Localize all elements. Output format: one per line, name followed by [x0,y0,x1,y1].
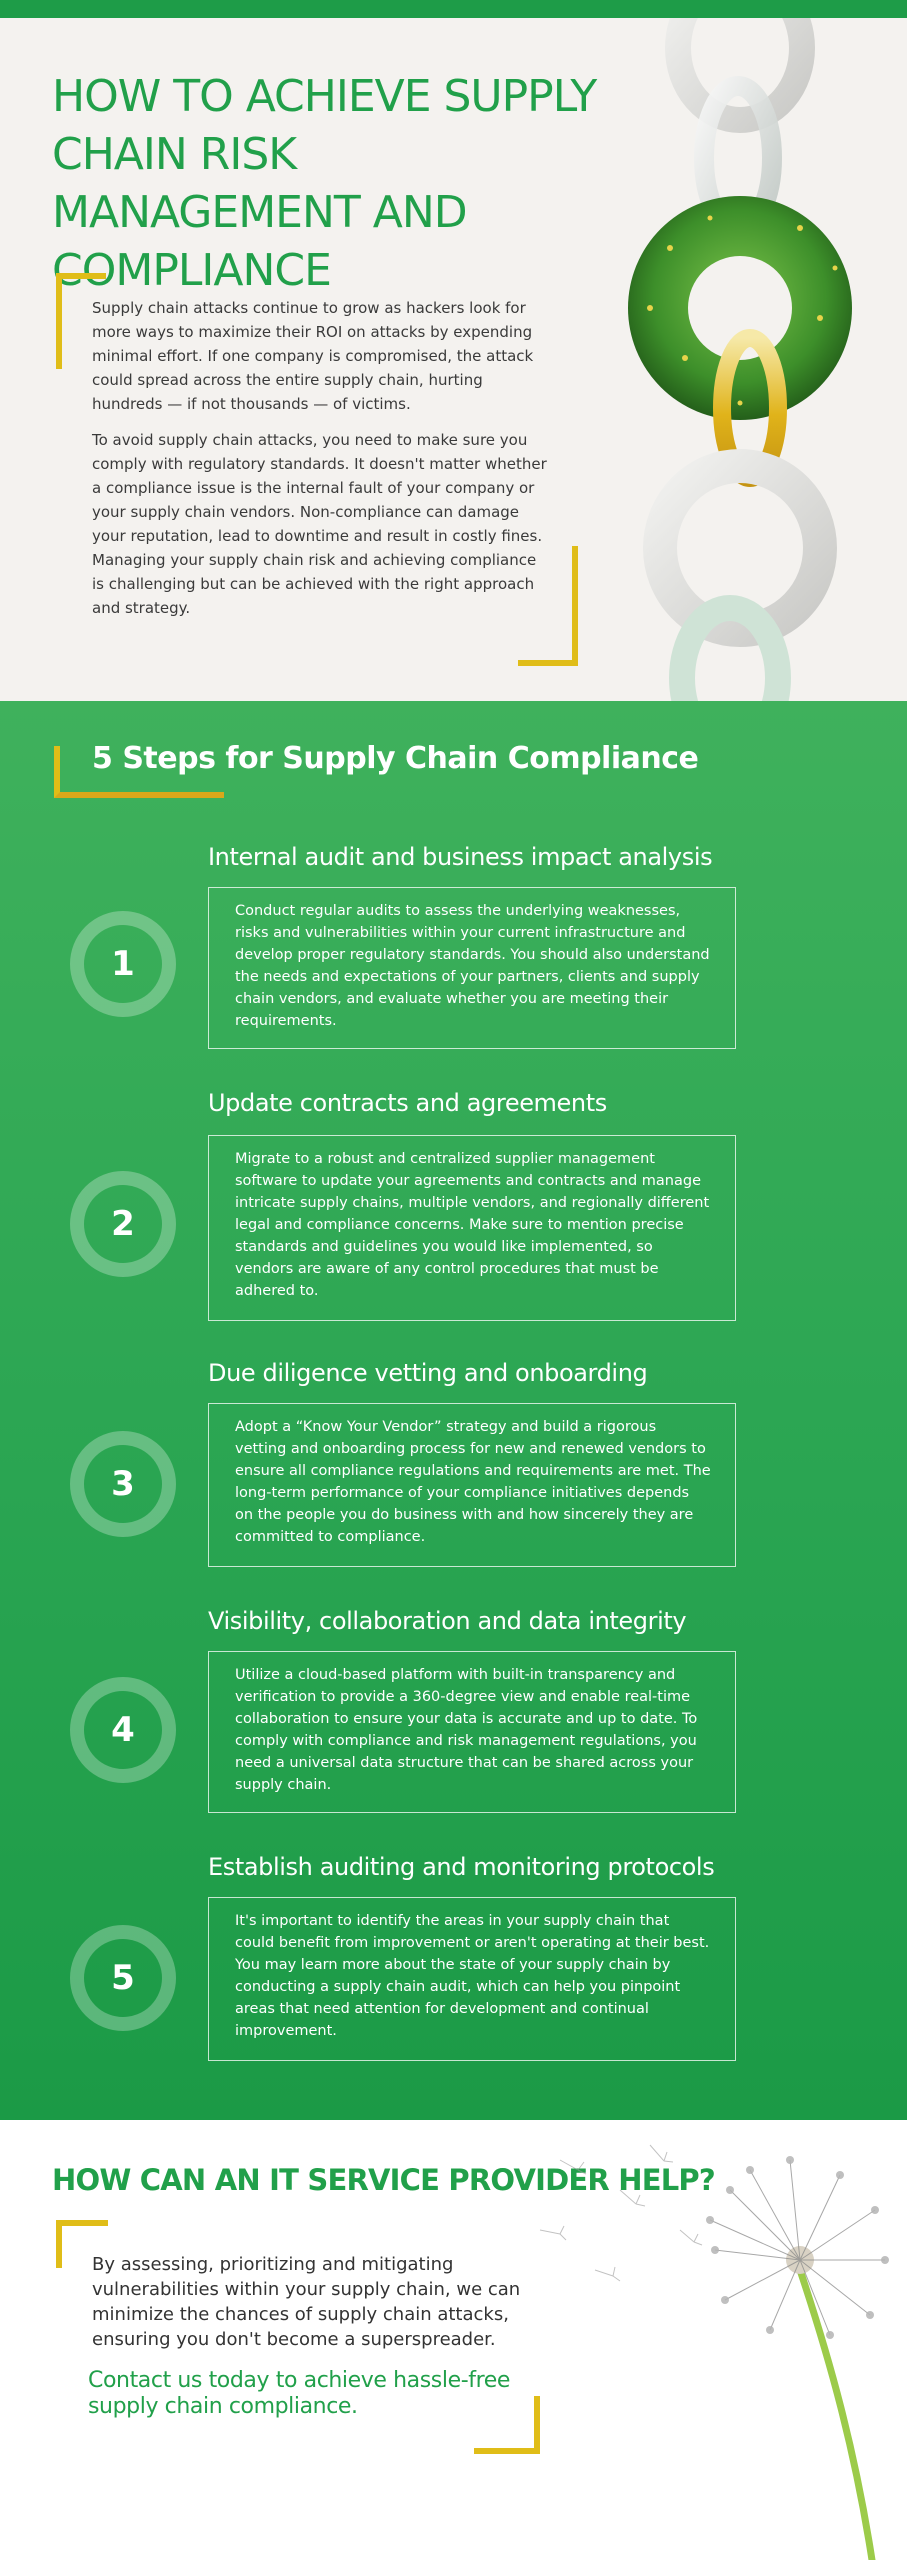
intro-section [0,18,907,701]
step-number-circle [70,1925,176,2031]
chain-links-with-moss-icon [590,18,907,701]
step-description-box [208,1897,736,2061]
step-description-box [208,887,736,1049]
help-body: By assessing, prioritizing and mitigating vulnerabilities within your supply chain, we can minimize the chances of supply chain attacks, ensuring you don't become a superspreader. [92,2254,521,2350]
step-description-box [208,1651,736,1813]
top-accent-bar [0,0,907,18]
step-number: 5 [111,1958,135,1998]
step-description-box [208,1403,736,1567]
step-number: 1 [111,944,135,984]
help-call-to-action: Contact us today to achieve hassle-free supply chain compliance. [88,2368,511,2419]
step-heading: Due diligence vetting and onboarding [208,1359,648,1387]
page-title: HOW TO ACHIEVE SUPPLY CHAIN RISK MANAGEMENT AND COMPLIANCE [52,71,597,296]
step-heading: Establish auditing and monitoring protocols [208,1853,715,1881]
step-description: It's important to identify the areas in your supply chain that could benefit from improvement or aren't operating at their best. You may learn more about the state of your supply chain by conducting a supply chain audit, which can help you pinpoint areas that need attention for development and continual improvement. [235,1913,710,2039]
step-number-circle [70,911,176,1017]
step-number: 3 [111,1464,135,1504]
help-title: HOW CAN AN IT SERVICE PROVIDER HELP? [52,2163,715,2197]
steps-section [0,701,907,2120]
step-description: Migrate to a robust and centralized supplier management software to update your agreements and contracts and manage intricate supply chains, multiple vendors, and regionally different legal and compliance concerns. Make sure to mention precise standards and guidelines you would like implemented, so vendors are aware of any control procedures that must be adhered to. [235,1151,710,1299]
step-heading: Update contracts and agreements [208,1089,607,1117]
step-number-circle [70,1677,176,1783]
intro-paragraph: Supply chain attacks continue to grow as hackers look for more ways to maximize their ROI on attacks by expending minimal effort. If one company is compromised, the attack could spread across the entire supply chain, hurting hundreds — if not thousands — of victims. [92,299,534,413]
step-description: Adopt a “Know Your Vendor” strategy and build a rigorous vetting and onboarding process for new and renewed vendors to ensure all compliance regulations and requirements are met. The long-term performance of your compliance initiatives depends on the people you do business with and how sincerely they are committed to compliance. [235,1419,711,1545]
step-description: Conduct regular audits to assess the underlying weaknesses, risks and vulnerabilities within your current infrastructure and develop proper regulatory standards. You should also understand the needs and expectations of your partners, clients and supply chain vendors, and evaluate whether you are meeting their requirements. [235,903,710,1029]
step-number-circle [70,1171,176,1277]
dandelion-icon [500,2120,907,2560]
intro-body [92,296,552,620]
step-heading: Visibility, collaboration and data integrity [208,1607,687,1635]
step-heading: Internal audit and business impact analysis [208,843,713,871]
step-description-box [208,1135,736,1321]
step-description: Utilize a cloud-based platform with built-in transparency and verification to provide a 360-degree view and enable real-time collaboration to ensure your data is accurate and up to date. To comply with compliance and risk management regulations, you need a universal data structure that can be shared across your supply chain. [235,1667,698,1793]
intro-bracket-bottom-right [518,546,578,666]
help-section [0,2120,907,2560]
intro-paragraph: To avoid supply chain attacks, you need to make sure you comply with regulatory standards. It doesn't matter whether a compliance issue is the internal fault of your company or your supply chain vendors. Non-compliance can damage your reputation, lead to downtime and result in costly fines. Managing your supply chain risk and achieving compliance is challenging but can be achieved with the right approach and strategy. [92,431,547,617]
steps-title: 5 Steps for Supply Chain Compliance [92,741,699,776]
step-number-circle [70,1431,176,1537]
step-number: 2 [111,1204,135,1244]
step-number: 4 [111,1710,135,1750]
